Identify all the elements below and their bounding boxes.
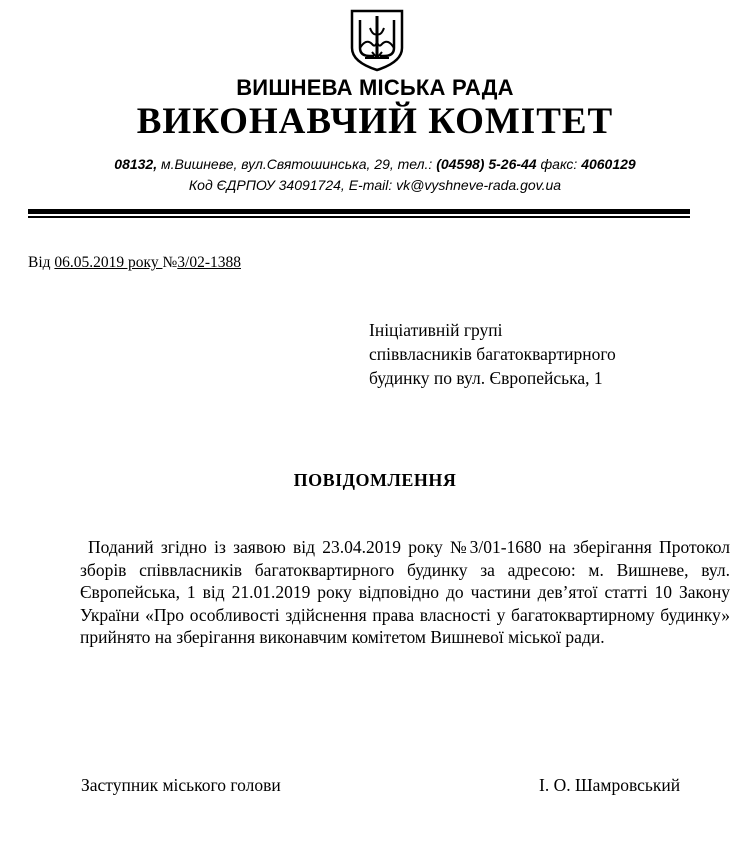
ref-date: 06.05.2019 року [54, 254, 163, 271]
addressee-line: співвласників багатоквартирного [369, 344, 616, 364]
notice-body-text: Поданий згідно із заявою від 23.04.2019 року №3/01-1680 на зберігання Протокол зборів співвласників багатоквартирного будинку за адресою: м. Вишневе, вул. Європейська, 1 від 21.01.2019 року відповідно до частини дев’ятої статті 10 Закону України «Про особливості здійснення права власності у багатоквартирному будинку» прийнято на зберігання виконавчим комітетом Вишневої міської ради. [80, 537, 730, 647]
coat-of-arms-icon [348, 8, 406, 72]
contacts-line-1 [0, 156, 750, 172]
fax: 4060129 [581, 156, 636, 172]
contacts-line-2: Код ЄДРПОУ 34091724, E-mail: vk@vyshneve-rada.gov.ua [188, 177, 562, 193]
postcode: 08132, [114, 156, 158, 172]
signatory-position: Заступник міського голови [81, 775, 281, 795]
header-rule-thick [28, 209, 690, 214]
addressee-line: будинку по вул. Європейська, 1 [369, 368, 603, 388]
addressee-line: Ініціативній групі [369, 320, 503, 340]
notice-body [80, 536, 730, 649]
address: м.Вишневе, вул.Святошинська, 29, тел.: [157, 156, 437, 172]
fax-label: факс: [536, 156, 582, 172]
council-name: ВИШНЕВА МІСЬКА РАДА [236, 75, 514, 100]
document-reference [28, 254, 241, 272]
committee-name: ВИКОНАВЧИЙ КОМІТЕТ [136, 101, 614, 142]
ref-number-label: № [162, 254, 178, 271]
header-rule-thin [28, 216, 690, 218]
ref-from-label: Від [28, 254, 55, 271]
signatory-name: І. О. Шамровський [539, 775, 681, 795]
notice-title: ПОВІДОМЛЕННЯ [293, 470, 457, 490]
addressee-block [369, 318, 616, 390]
ref-number: 3/02-1388 [177, 254, 241, 271]
phone: (04598) 5-26-44 [436, 156, 537, 172]
